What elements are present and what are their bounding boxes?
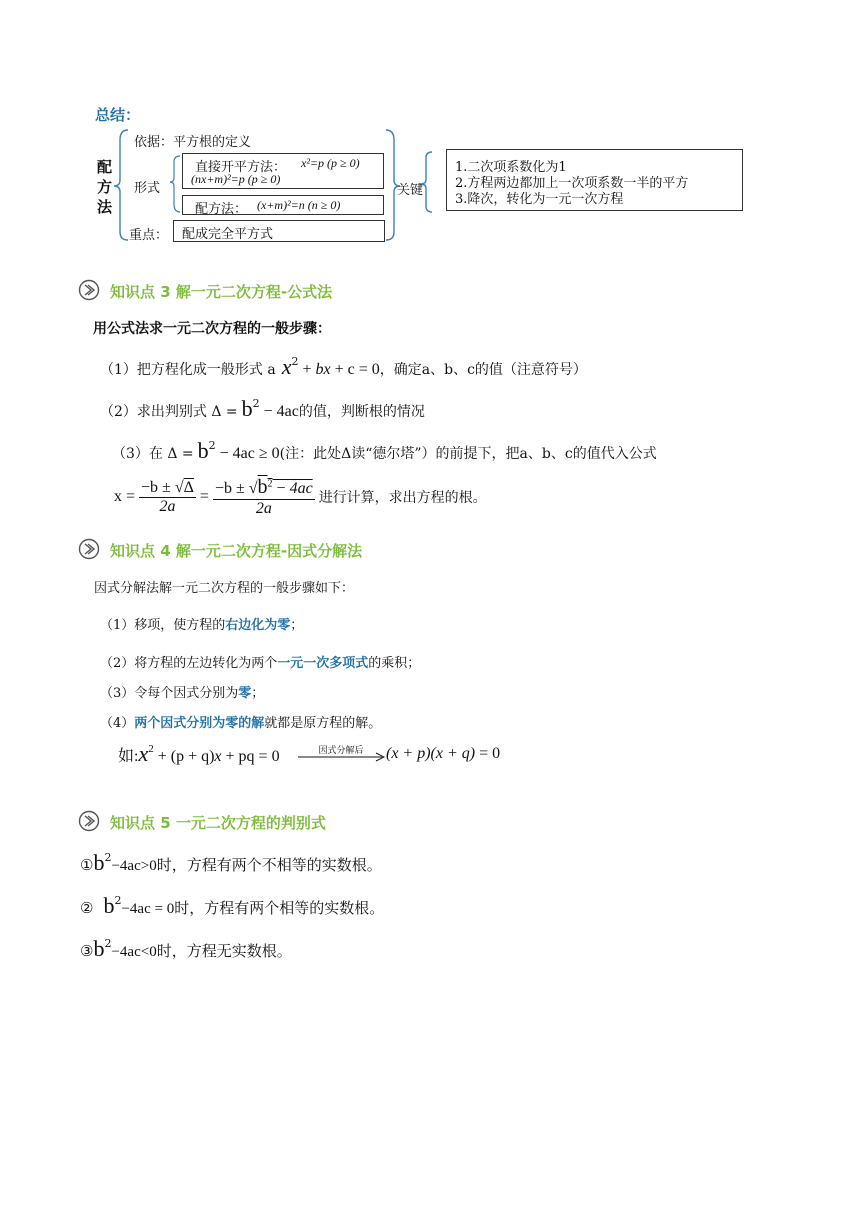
step2-text-a: （2）求出判别式 Δ =: [100, 404, 238, 420]
method-char-1: 配: [97, 158, 113, 176]
s4-step4-a: （4）: [100, 716, 135, 731]
completing-formula: (x+m)²=n (n ≥ 0): [257, 198, 341, 212]
direct-formula-2: (nx+m)²=p (p ≥ 0): [191, 172, 281, 186]
s4-step1-hl: 右边化为零: [225, 618, 291, 633]
quadratic-formula: [114, 476, 487, 518]
section3-step1: [100, 354, 587, 380]
step3-rest: − 4ac ≥ 0: [215, 445, 280, 462]
formula-text: 进行计算，求出方程的根。: [318, 490, 487, 506]
key-step-2: 2.方程两边都加上一次项系数一半的平方: [455, 176, 689, 191]
step1-sup: 2: [291, 355, 299, 368]
example-x: x: [138, 741, 149, 766]
item2-num: ②: [80, 899, 94, 917]
section-arrow-icon: [78, 279, 100, 301]
section4-step2: [100, 652, 420, 671]
item3-b: b: [93, 936, 105, 961]
key-step-3: 3.降次，转化为一元一次方程: [455, 192, 624, 207]
item1-num: ①: [80, 856, 94, 874]
section5-title: 知识点 5 一元二次方程的判别式: [110, 814, 326, 832]
section4-step1: [100, 614, 303, 633]
step3-sup: 2: [208, 439, 216, 452]
section4-step4: [100, 712, 381, 731]
discriminant-item-3: [80, 936, 292, 962]
section-arrow-icon: [78, 810, 100, 832]
formula-frac-1: $\frac{-b \pm √\Delta}{2a}$: [141, 478, 194, 515]
step3-var-b: b: [197, 438, 209, 463]
basis-text: 依据：平方根的定义: [134, 135, 252, 150]
step1-var-x: x: [281, 354, 292, 379]
formula-frac-2: $\frac{-b \pm √b^2 - 4ac}{2a}$: [214, 476, 313, 517]
section-arrow-icon: [78, 538, 100, 560]
section4-step3: [100, 682, 264, 701]
step3-text-b: (注：此处Δ读“德尔塔”）的前提下，把a、b、c的值代入公式: [279, 446, 657, 462]
item2-cond: −4ac = 0: [121, 901, 175, 917]
item3-num: ③: [80, 942, 94, 960]
key-label: 关键: [397, 183, 424, 198]
discriminant-item-2: [80, 893, 384, 919]
step1-rest: + bx + c = 0: [298, 361, 380, 378]
s4-step2-a: （2）将方程的左边转化为两个: [100, 656, 278, 671]
s4-step1-a: （1）移项，使方程的: [100, 618, 226, 633]
step2-text-b: 的值，判断根的情况: [298, 404, 425, 420]
focus-label: 重点：: [129, 228, 169, 243]
key-step-1: 1.二次项系数化为1: [455, 160, 567, 175]
section3-step2: [100, 396, 425, 422]
discriminant-item-1: [80, 850, 382, 876]
item2-b: b: [103, 893, 115, 918]
factor-example: [118, 741, 280, 767]
item3-text: 时，方程无实数根。: [156, 942, 292, 960]
focus-box: [173, 220, 385, 242]
factor-result: (x + p)(x + q) = 0: [386, 745, 501, 762]
completing-box: [182, 195, 384, 215]
focus-value: 配成完全平方式: [182, 227, 274, 242]
item2-sup: 2: [114, 894, 122, 907]
item1-b: b: [93, 850, 105, 875]
step1-text-a: （1）把方程化成一般形式 a: [100, 362, 276, 378]
item1-text: 时，方程有两个不相等的实数根。: [156, 856, 382, 874]
item3-sup: 2: [104, 937, 112, 950]
arrow-label: 因式分解后: [318, 746, 364, 756]
section3-step3: [112, 438, 657, 464]
item2-text: 时，方程有两个相等的实数根。: [174, 899, 385, 917]
summary-title: 总结：: [95, 106, 141, 124]
form-label: 形式: [134, 181, 161, 196]
item1-sup: 2: [104, 851, 112, 864]
key-steps-box: [446, 149, 743, 211]
step2-var-b: b: [241, 396, 253, 421]
s4-step3-b: ；: [251, 686, 265, 701]
s4-step3-a: （3）令每个因式分别为: [100, 686, 239, 701]
step3-text-a: （3）在 Δ =: [112, 446, 194, 462]
s4-step2-hl: 一元一次多项式: [277, 656, 369, 671]
method-char-3: 法: [97, 198, 113, 216]
s4-step1-b: ；: [290, 618, 304, 633]
item3-cond: −4ac<0: [111, 944, 157, 960]
section4-intro: 因式分解法解一元二次方程的一般步骤如下：: [94, 581, 355, 596]
item1-cond: −4ac>0: [111, 858, 157, 874]
step2-rest: − 4ac: [259, 403, 299, 420]
s4-step4-hl: 两个因式分别为零的解: [134, 716, 265, 731]
formula-eq: =: [199, 488, 209, 505]
s4-step2-b: 的乘积；: [368, 656, 421, 671]
direct-title: 直接开平方法：: [195, 160, 287, 175]
step1-text-b: ，确定a、b、c的值（注意符号）: [379, 362, 587, 378]
formula-x-eq: x =: [114, 488, 136, 505]
example-prefix: 如:: [118, 748, 139, 765]
completing-title: 配方法：: [195, 202, 248, 217]
section3-title: 知识点 3 解一元二次方程-公式法: [110, 283, 333, 301]
section3-subtitle: 用公式法求一元二次方程的一般步骤：: [93, 321, 331, 337]
method-char-2: 方: [97, 178, 113, 196]
direct-method-box: [182, 153, 384, 189]
section4-title: 知识点 4 解一元二次方程-因式分解法: [110, 542, 363, 560]
s4-step3-hl: 零: [238, 686, 252, 701]
example-sup: 2: [148, 743, 154, 755]
direct-formula-1: x²=p (p ≥ 0): [301, 156, 360, 170]
s4-step4-b: 就都是原方程的解。: [264, 716, 382, 731]
example-lhs: + (p + q)x + pq = 0: [153, 748, 280, 765]
right-arrow-icon: [298, 752, 386, 762]
step2-sup: 2: [252, 397, 260, 410]
